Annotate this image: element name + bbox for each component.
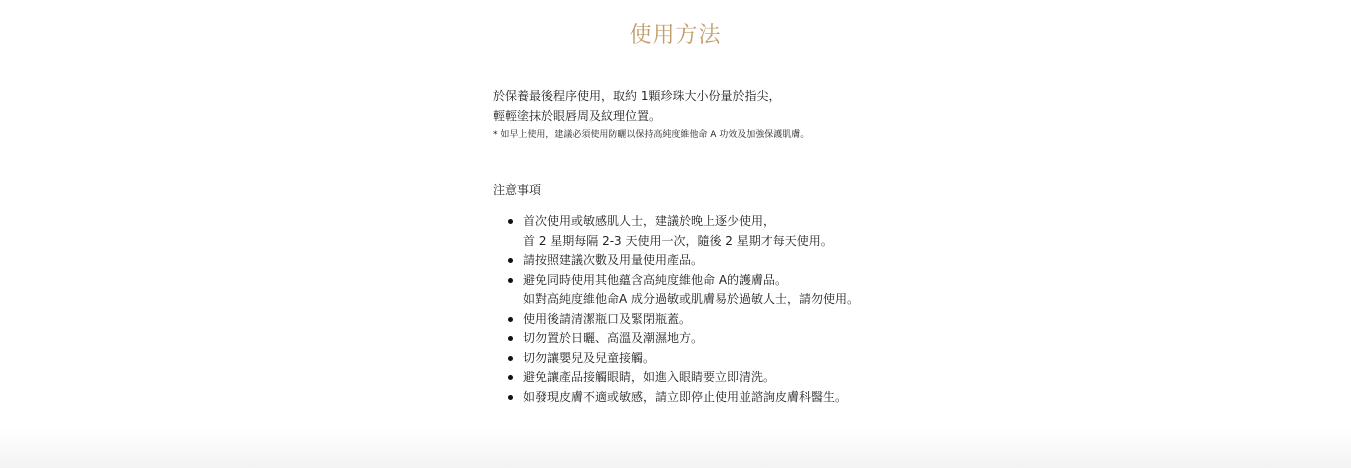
notice-heading: 注意事項 <box>493 183 542 197</box>
notice-item-text: 避免同時使用其他蘊含高純度維他命 A的護膚品。 <box>523 272 788 287</box>
usage-instructions <box>493 86 1013 142</box>
notice-item-text: 切勿置於日曬、高溫及潮濕地方。 <box>523 331 704 345</box>
section-title: 使用方法 <box>629 23 722 48</box>
notice-item <box>493 349 1013 369</box>
bullet-icon <box>508 336 513 341</box>
notice-item-text: 首 2 星期每隔 2-3 天使用一次，隨後 2 星期才每天使用。 <box>523 233 833 248</box>
bullet-icon <box>508 395 513 400</box>
bottom-shade <box>0 428 1351 468</box>
notice-item-text: 如對高純度維他命A 成分過敏或肌膚易於過敏人士，請勿使用。 <box>523 292 860 306</box>
notice-list <box>493 212 1013 407</box>
notice-item <box>493 251 1013 271</box>
notice-item <box>493 368 1013 388</box>
instruction-line: 於保養最後程序使用，取約 1顆珍珠大小份量於指尖， <box>493 89 781 103</box>
notice-item-text: 如發現皮膚不適或敏感，請立即停止使用並諮詢皮膚科醫生。 <box>523 389 848 404</box>
notice-item <box>493 310 1013 330</box>
bullet-icon <box>508 356 513 361</box>
usage-content <box>493 86 1013 407</box>
notice-item <box>493 212 1013 251</box>
bullet-icon <box>508 375 513 380</box>
sunscreen-note: * 如早上使用，建議必須使用防曬以保持高純度維他命 A 功效及加強保護肌膚。 <box>493 130 810 140</box>
notice-item <box>493 329 1013 349</box>
notice-item-text: 首次使用或敏感肌人士，建議於晚上逐少使用， <box>523 214 776 228</box>
bullet-icon <box>508 317 513 322</box>
notice-item-text: 避免讓產品接觸眼睛，如進入眼睛要立即清洗。 <box>523 370 776 384</box>
bullet-icon <box>508 258 513 263</box>
notice-item <box>493 388 1013 408</box>
bullet-icon <box>508 278 513 283</box>
notice-item-text: 使用後請清潔瓶口及緊閉瓶蓋。 <box>523 311 692 326</box>
instruction-line: 輕輕塗抹於眼唇周及紋理位置。 <box>493 109 662 123</box>
notice-item <box>493 271 1013 310</box>
notice-item-text: 切勿讓嬰兒及兒童接觸。 <box>523 350 656 365</box>
bullet-icon <box>508 219 513 224</box>
notice-item-text: 請按照建議次數及用量使用產品。 <box>523 253 704 267</box>
